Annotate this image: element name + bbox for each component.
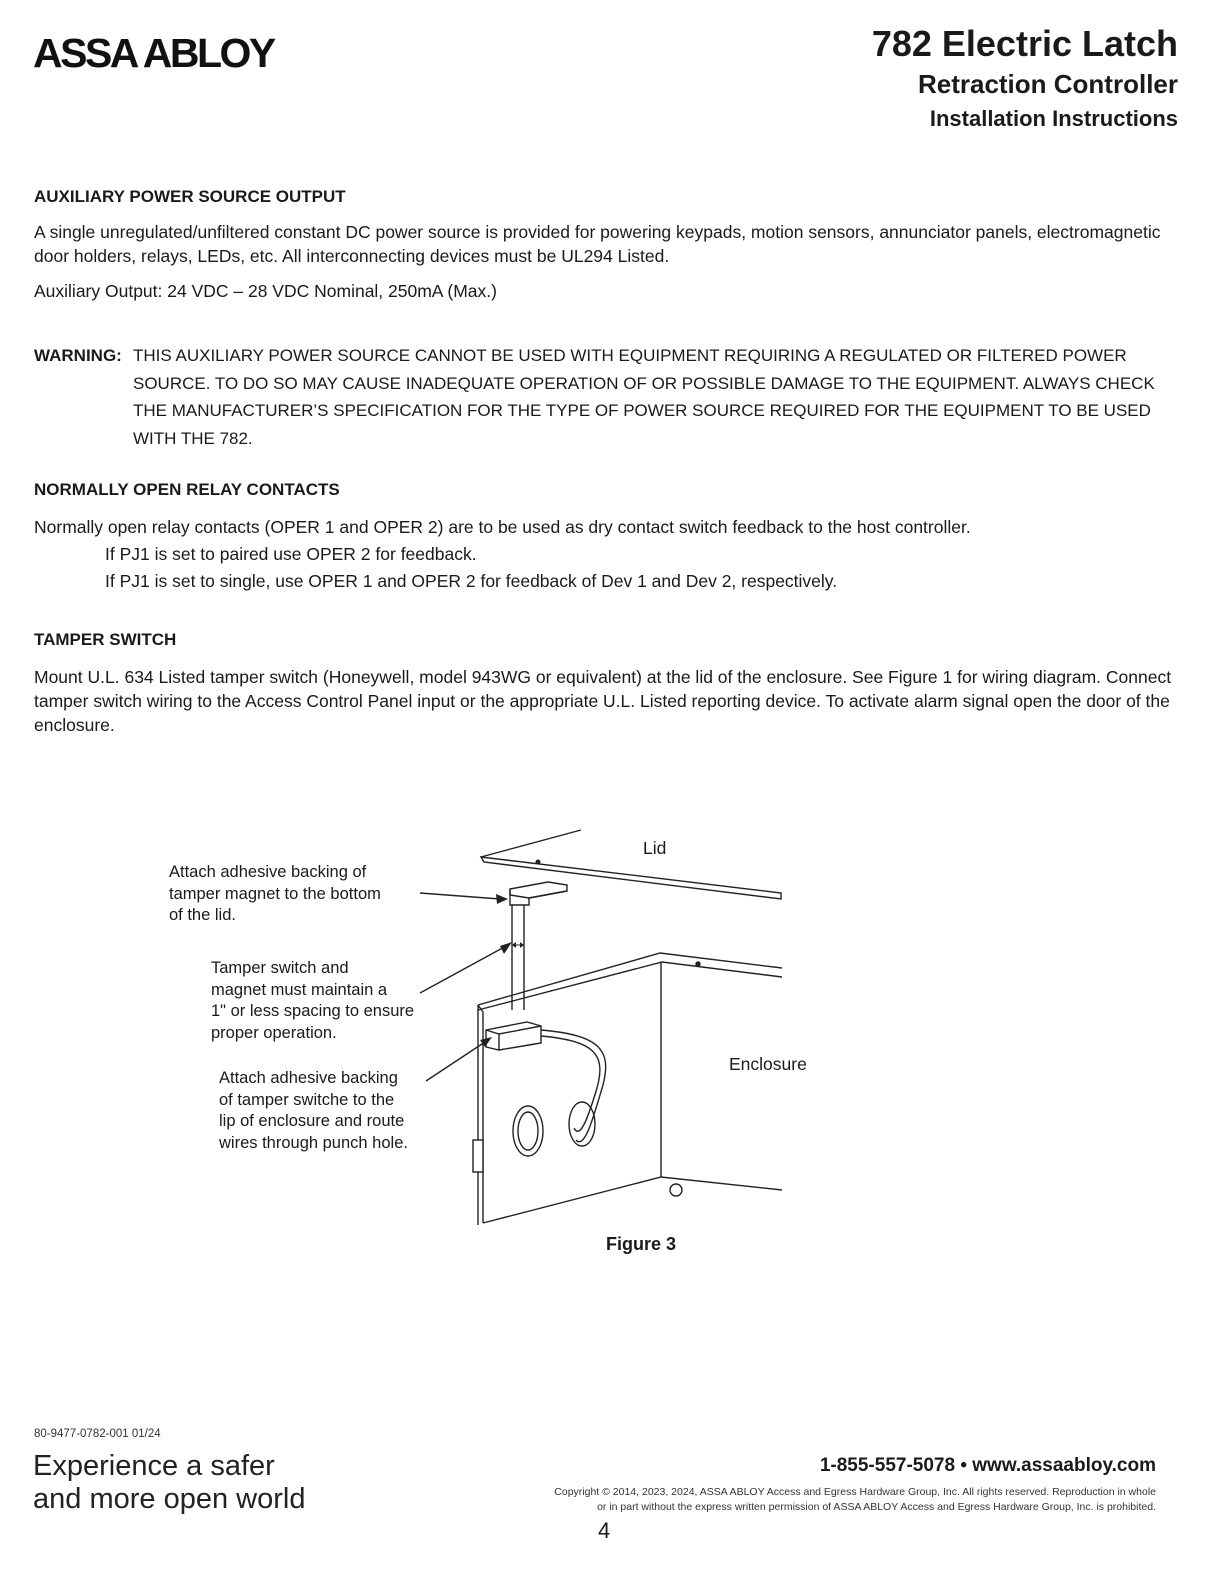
- document-title-block: [872, 22, 1178, 136]
- figure-caption: Figure 3: [606, 1234, 677, 1254]
- brand-logo: ASSA ABLOY: [33, 30, 274, 76]
- relay-single-line: If PJ1 is set to single, use OPER 1 and OPER 2 for feedback of Dev 1 and Dev 2, respectively.: [105, 571, 838, 591]
- warning-label: WARNING:: [34, 346, 122, 365]
- warning-block: [34, 342, 1174, 452]
- punch-hole-left-inner: [518, 1112, 538, 1150]
- lid-back-edge: [481, 830, 581, 857]
- tamper-section: [34, 630, 1174, 737]
- document-subtitle: Retraction Controller: [917, 69, 1178, 99]
- document-number: 80-9477-0782-001 01/24: [34, 1428, 161, 1440]
- callout1-leader: [420, 893, 500, 899]
- relay-heading: NORMALLY OPEN RELAY CONTACTS: [34, 480, 340, 499]
- tamper-switch: [486, 1022, 541, 1050]
- warning-text: THIS AUXILIARY POWER SOURCE CANNOT BE USED WITH EQUIPMENT REQUIRING A REGULATED OR FILTERED POWER SOURCE. TO DO SO MAY CAUSE INADEQUATE OPERATION OF OR POSSIBLE DAMAGE TO THE EQUIPMENT. ALWAYS CHECK THE MANUFACTURER’S SPECIFICATION FOR THE TYPE OF POWER SOURCE REQUIRED FOR THE EQUIPMENT TO BE USED WITH THE 782.: [133, 346, 1155, 448]
- relay-section: [34, 480, 1174, 595]
- contact-info: 1-855-557-5078 • www.assaabloy.com: [819, 1455, 1156, 1476]
- relay-body: Normally open relay contacts (OPER 1 and OPER 2) are to be used as dry contact switch feedback to the host controller.: [34, 517, 971, 537]
- enclosure-bottom-edge: [483, 1177, 782, 1223]
- relay-paired-line: If PJ1 is set to paired use OPER 2 for feedback.: [105, 544, 477, 564]
- lid-label: Lid: [643, 838, 667, 858]
- callout-spacing: Tamper switch and magnet must maintain a 1" or less spacing to ensure proper operation.: [211, 959, 415, 1042]
- tamper-heading: TAMPER SWITCH: [34, 630, 177, 649]
- page-number: 4: [598, 1518, 611, 1543]
- tamper-wire-outer: [541, 1030, 606, 1142]
- lid-screw-hole: [536, 860, 540, 864]
- aux-power-heading: AUXILIARY POWER SOURCE OUTPUT: [34, 187, 346, 206]
- callout2-leader: [420, 945, 508, 993]
- callout3-leader: [426, 1040, 488, 1081]
- enclosure-bottom-hole: [670, 1184, 682, 1196]
- tamper-body: Mount U.L. 634 Listed tamper switch (Honeywell, model 943WG or equivalent) at the lid of the enclosure. See Figure 1 for wiring diagram. Connect tamper switch wiring to the Access Control Panel input or the appropriate U.L. Listed reporting device. To activate alarm signal open the door of the enclosure.: [34, 667, 1172, 735]
- callout1-arrowhead: [496, 894, 508, 904]
- aux-power-section: [34, 187, 1174, 303]
- tamper-wire-inner: [541, 1036, 600, 1131]
- brand-tagline: Experience a safer and more open world: [33, 1450, 306, 1515]
- callout-switch: Attach adhesive backing of tamper switche to the lip of enclosure and route wires through punch hole.: [219, 1069, 408, 1152]
- copyright-notice: Copyright © 2014, 2023, 2024, ASSA ABLOY Access and Egress Hardware Group, Inc. All rights reserved. Reproduction in whole or in part without the express written permission of ASSA ABLOY Access and Egress Hardware Group, Inc. is prohibited.: [554, 1486, 1156, 1513]
- enclosure-label: Enclosure: [729, 1054, 807, 1074]
- aux-power-body: A single unregulated/unfiltered constant DC power source is provided for powering keypads, motion sensors, annunciator panels, electromagnetic door holders, relays, LEDs, etc. All interconnecting devices must be UL294 Listed.: [34, 222, 1161, 266]
- callout-magnet: Attach adhesive backing of tamper magnet to the bottom of the lid.: [169, 863, 381, 924]
- enclosure-hinge: [473, 1140, 483, 1172]
- enclosure-screw-hole: [696, 962, 700, 966]
- aux-output-spec: Auxiliary Output: 24 VDC – 28 VDC Nominal, 250mA (Max.): [34, 281, 497, 301]
- callout2-arrowhead: [500, 942, 512, 954]
- document-title: 782 Electric Latch: [871, 23, 1178, 64]
- document-type: Installation Instructions: [929, 106, 1178, 131]
